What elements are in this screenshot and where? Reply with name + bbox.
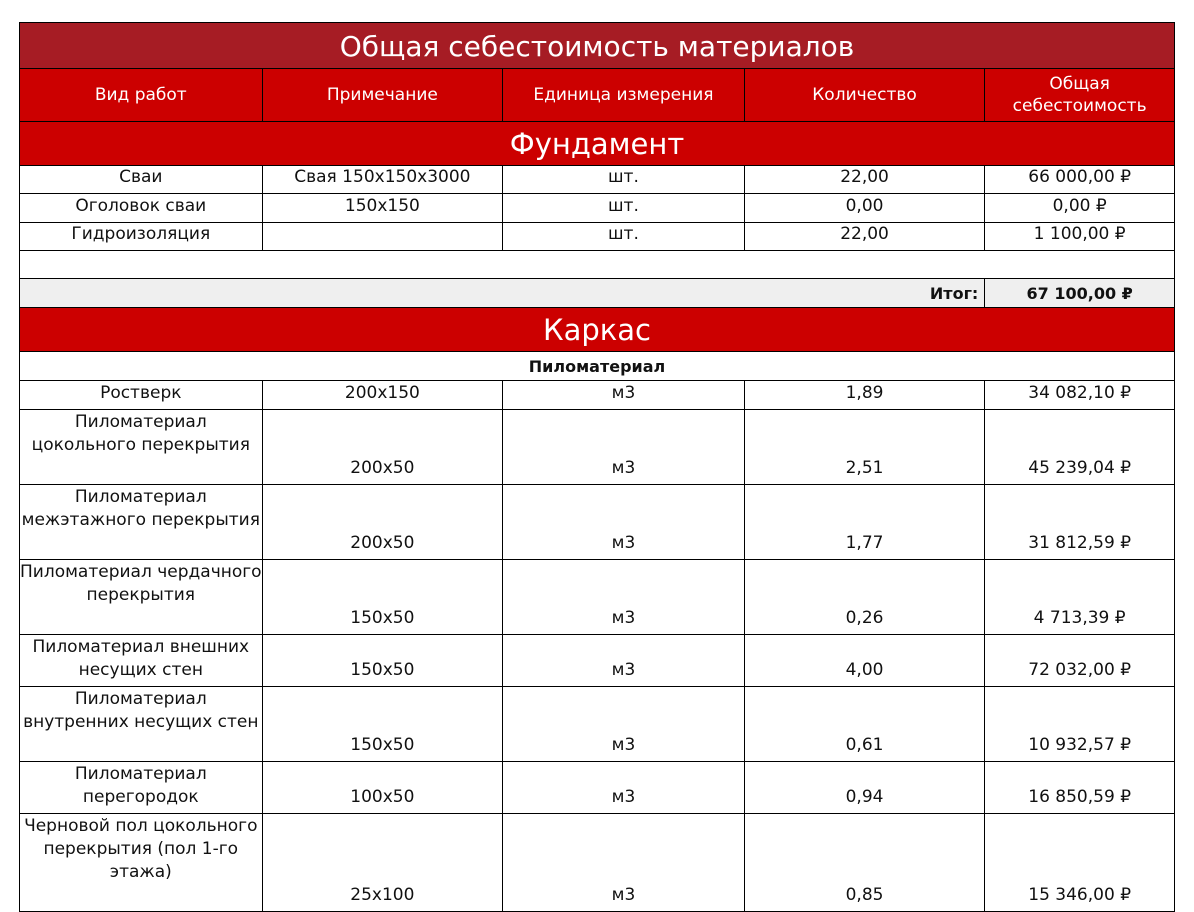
cell-qty: 22,00 [745, 223, 986, 250]
section-foundation-title: Фундамент [509, 127, 685, 161]
cell-qty: 1,89 [745, 381, 986, 409]
cell-unit: м3 [503, 560, 745, 634]
cell-unit: м3 [503, 814, 745, 911]
cell-cost: 72 032,00 ₽ [1028, 660, 1132, 680]
cell-note: Свая 150х150х3000 [263, 166, 504, 193]
table-row [19, 223, 1175, 251]
cell-qty: 22,00 [745, 166, 986, 193]
cell-note: 150х150 [263, 194, 504, 222]
cell-qty: 0,00 [745, 194, 986, 222]
cell-work: Ростверк [20, 381, 263, 409]
cell-cost: 31 812,59 ₽ [1028, 533, 1132, 553]
cell-cost: 66 000,00 ₽ [1028, 167, 1132, 187]
cell-note: 100х50 [263, 762, 504, 813]
column-header-cost-label: Общая себестоимость [1012, 74, 1147, 116]
sheet-title-row [19, 22, 1175, 69]
column-header-row [19, 69, 1175, 122]
table-row [19, 762, 1175, 814]
table-row [19, 194, 1175, 223]
cell-note: 150х50 [263, 635, 504, 686]
cell-unit: шт. [503, 166, 745, 193]
cell-note: 150х50 [263, 687, 504, 761]
cell-qty: 4,00 [745, 635, 986, 686]
cell-work: Пиломатериал перегородок [20, 762, 263, 813]
table-row [19, 814, 1175, 912]
cell-unit: м3 [503, 762, 745, 813]
cell-note: 25х100 [263, 814, 504, 911]
blank-row [19, 251, 1175, 279]
subsection-header [19, 352, 1175, 381]
column-header-qty: Количество [745, 69, 986, 121]
cell-cost: 34 082,10 ₽ [1028, 383, 1132, 403]
table-row [19, 687, 1175, 762]
cell-work: Пиломатериал межэтажного перекрытия [20, 485, 263, 559]
column-header-cost [985, 69, 1174, 121]
cell-work: Сваи [20, 166, 263, 193]
cell-note: 200х50 [263, 410, 504, 484]
cell-qty: 0,61 [745, 687, 986, 761]
cell-unit: шт. [503, 223, 745, 250]
cell-work: Пиломатериал внутренних несущих стен [20, 687, 263, 761]
cell-cost: 1 100,00 ₽ [1033, 224, 1126, 244]
cell-work: Пиломатериал чердачного перекрытия [20, 560, 263, 634]
cell-qty: 2,51 [745, 410, 986, 484]
total-label: Итог: [20, 279, 985, 307]
cell-qty: 1,77 [745, 485, 986, 559]
table-row [19, 635, 1175, 687]
section-foundation-total-row [19, 279, 1175, 308]
cell-cost: 4 713,39 ₽ [1033, 608, 1126, 628]
total-value: 67 100,00 ₽ [1026, 283, 1133, 303]
cell-work: Пиломатериал внешних несущих стен [20, 635, 263, 686]
cell-unit: м3 [503, 635, 745, 686]
table-row [19, 166, 1175, 194]
subsection-title: Пиломатериал [528, 357, 666, 376]
cell-qty: 0,94 [745, 762, 986, 813]
section-frame-title: Каркас [543, 313, 651, 347]
cell-note: 200х50 [263, 485, 504, 559]
cell-unit: м3 [503, 410, 745, 484]
cell-work: Пиломатериал цокольного перекрытия [20, 410, 263, 484]
cell-cost: 16 850,59 ₽ [1028, 787, 1132, 807]
column-header-work: Вид работ [20, 69, 263, 121]
cell-note [263, 223, 504, 250]
cell-cost: 10 932,57 ₽ [1028, 735, 1132, 755]
cell-work: Оголовок сваи [20, 194, 263, 222]
cell-work: Гидроизоляция [20, 223, 263, 250]
cell-cost: 0,00 ₽ [1052, 196, 1107, 216]
table-row [19, 410, 1175, 485]
cell-note: 200х150 [263, 381, 504, 409]
cost-sheet [19, 22, 1175, 912]
section-frame-header [19, 308, 1175, 352]
cell-unit: м3 [503, 381, 745, 409]
cell-unit: шт. [503, 194, 745, 222]
cell-note: 150х50 [263, 560, 504, 634]
section-foundation-header [19, 122, 1175, 166]
column-header-note: Примечание [263, 69, 504, 121]
column-header-unit: Единица измерения [503, 69, 745, 121]
cell-unit: м3 [503, 485, 745, 559]
cell-work: Черновой пол цокольного перекрытия (пол 1-го этажа) [20, 814, 263, 911]
table-row [19, 560, 1175, 635]
cell-qty: 0,85 [745, 814, 986, 911]
cell-cost: 15 346,00 ₽ [1028, 885, 1132, 905]
cell-unit: м3 [503, 687, 745, 761]
table-row [19, 485, 1175, 560]
cell-qty: 0,26 [745, 560, 986, 634]
table-row [19, 381, 1175, 410]
sheet-title: Общая себестоимость материалов [339, 30, 855, 63]
cell-cost: 45 239,04 ₽ [1028, 458, 1132, 478]
